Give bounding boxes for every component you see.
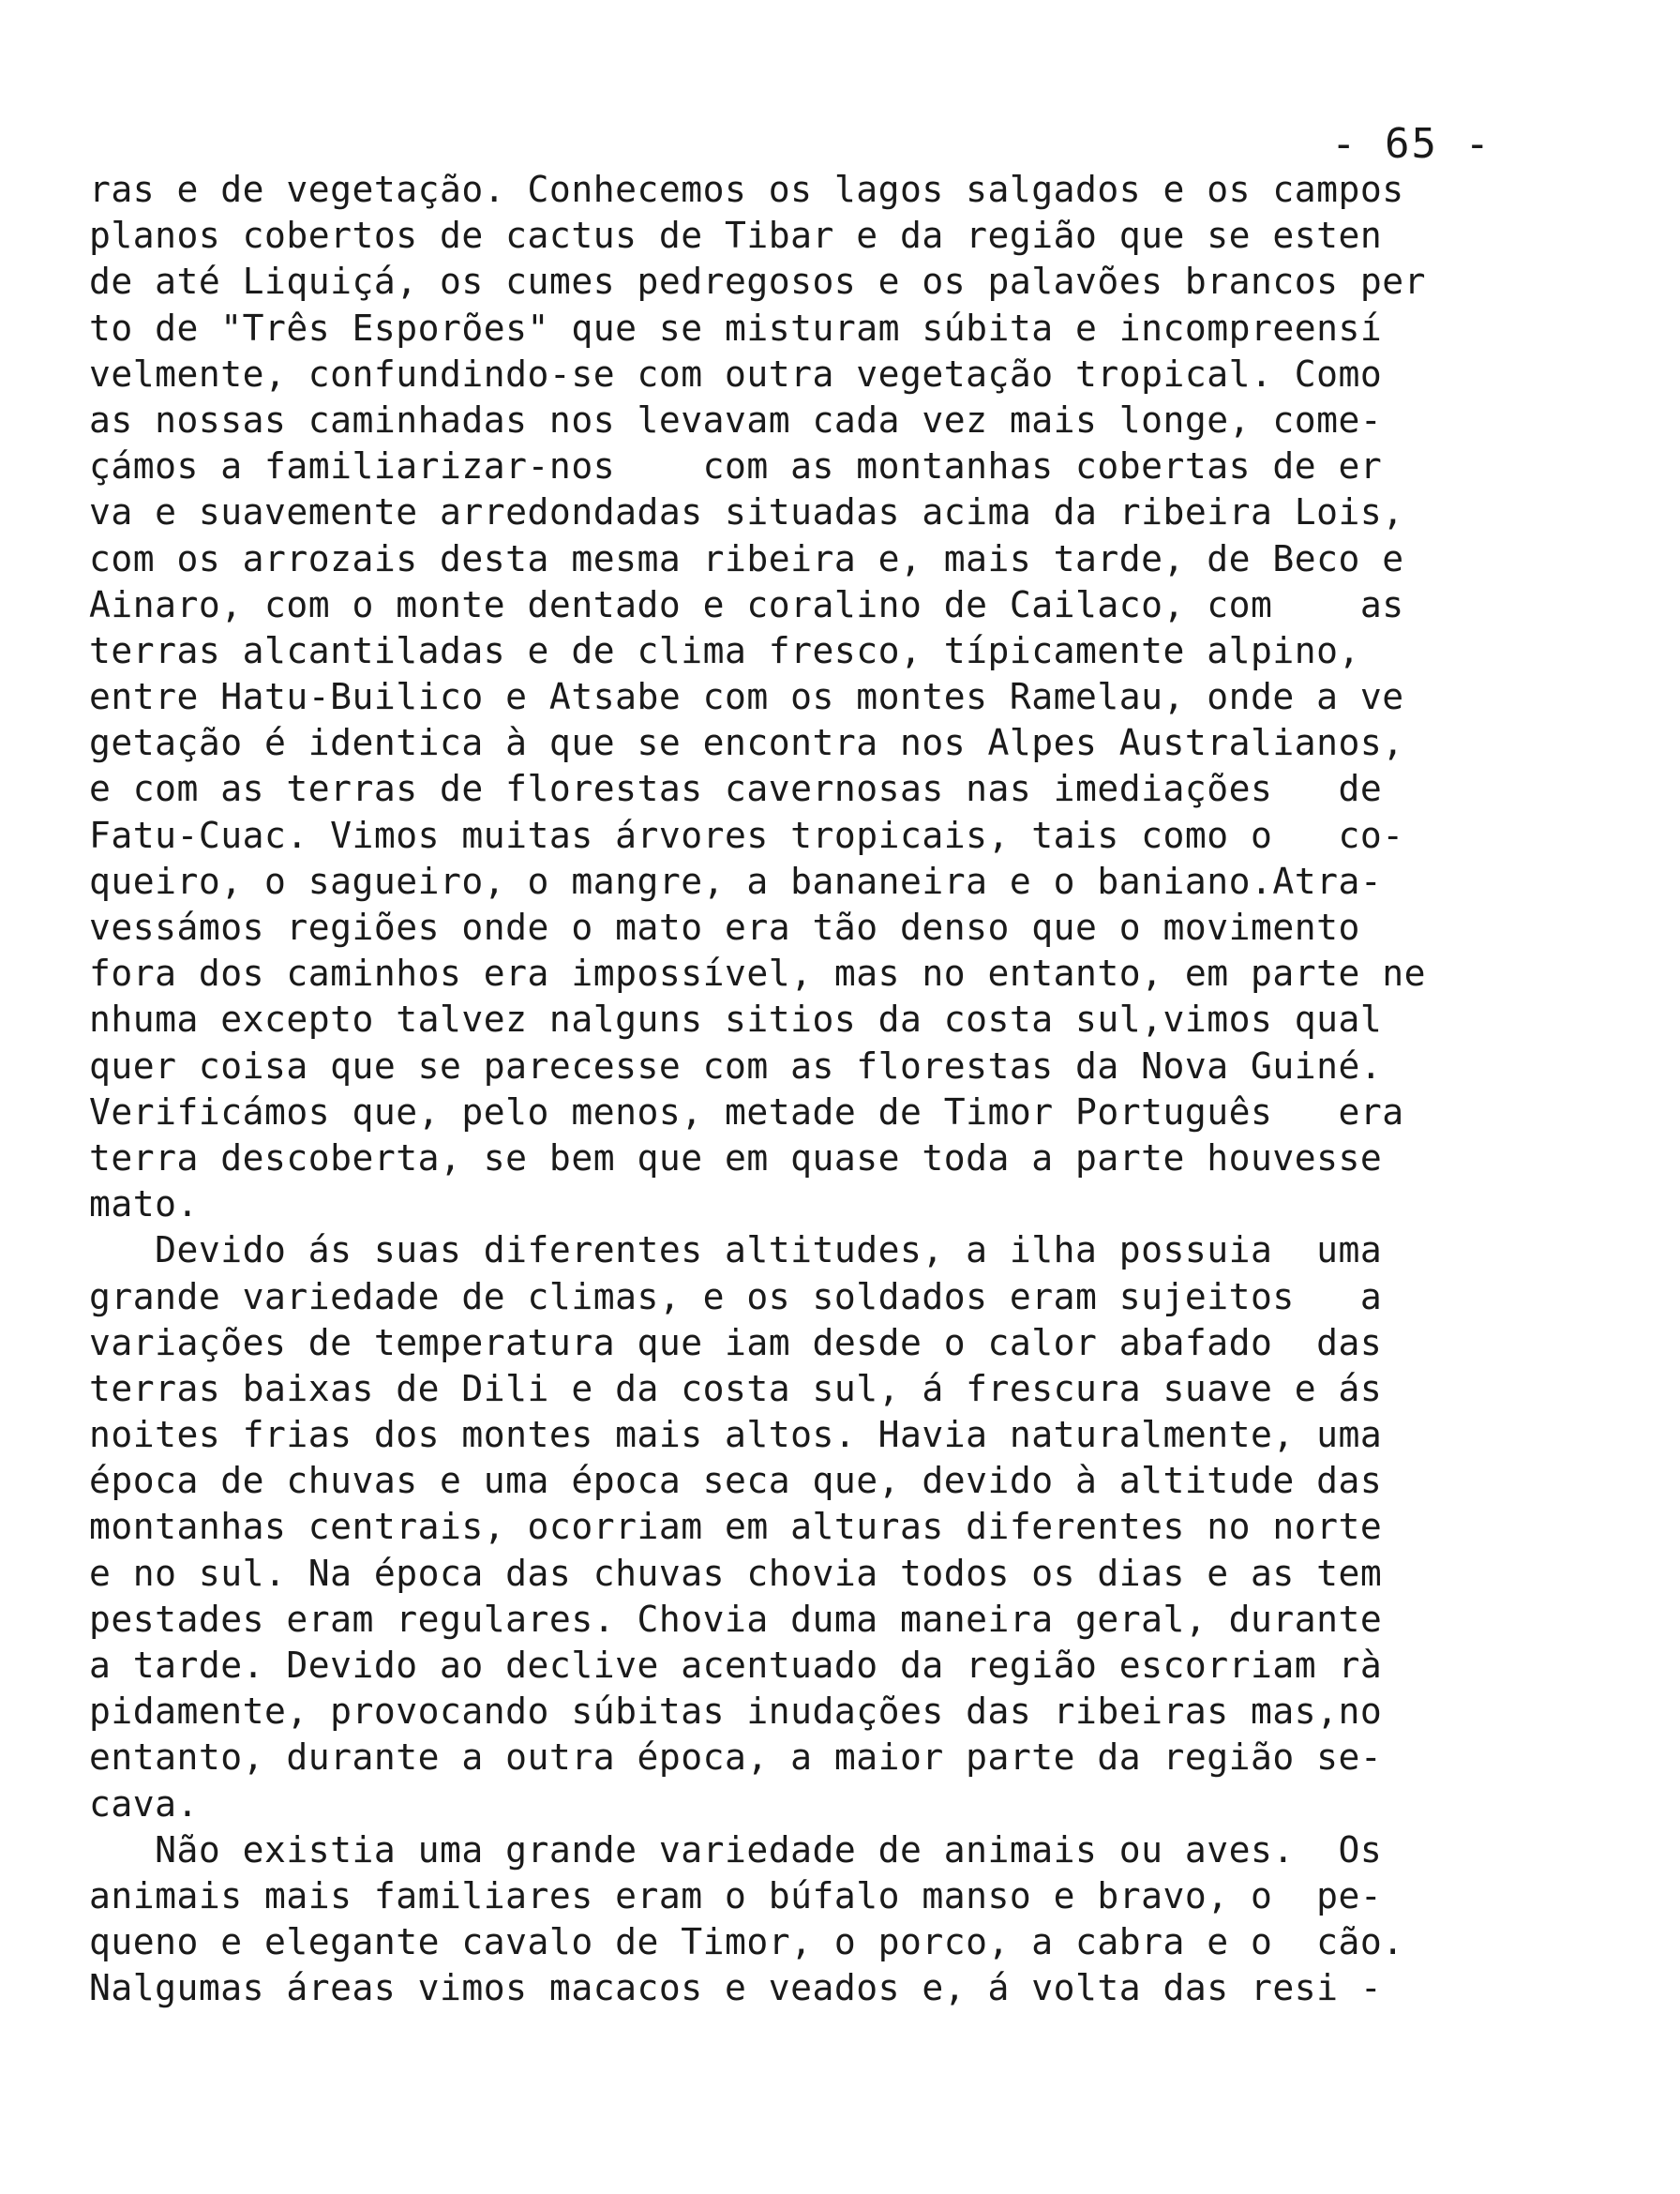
text-line: getação é identica à que se encontra nos Alpes Australianos, — [89, 722, 1404, 764]
text-line: pestades eram regulares. Chovia duma maneira geral, durante — [89, 1598, 1383, 1640]
text-line: terras baixas de Dili e da costa sul, á frescura suave e ás — [89, 1367, 1383, 1409]
text-line: animais mais familiares eram o búfalo manso e bravo, o pe- — [89, 1874, 1383, 1916]
text-line: grande variedade de climas, e os soldados eram sujeitos a — [89, 1275, 1383, 1317]
text-line: terras alcantiladas e de clima fresco, típicamente alpino, — [89, 629, 1360, 671]
text-line: noites frias dos montes mais altos. Havia naturalmente, uma — [89, 1414, 1383, 1456]
text-line: e no sul. Na época das chuvas chovia todos os dias e as tem — [89, 1552, 1383, 1594]
text-line: to de "Três Esporões" que se misturam súbita e incompreensí — [89, 307, 1383, 349]
text-line: de até Liquiçá, os cumes pedregosos e os palavões brancos per — [89, 261, 1427, 303]
text-line: Ainaro, com o monte dentado e coralino de Cailaco, com as — [89, 583, 1404, 625]
text-line: Verificámos que, pelo menos, metade de Timor Português era — [89, 1090, 1404, 1133]
text-line: Não existia uma grande variedade de animais ou aves. Os — [89, 1828, 1383, 1871]
text-line: variações de temperatura que iam desde o calor abafado das — [89, 1321, 1383, 1363]
text-line: va e suavemente arredondadas situadas acima da ribeira Lois, — [89, 491, 1404, 533]
page-number: - 65 - — [1331, 120, 1492, 168]
text-line: pidamente, provocando súbitas inudações das ribeiras mas,no — [89, 1691, 1383, 1733]
text-line: terra descoberta, se bem que em quase toda a parte houvesse — [89, 1136, 1383, 1179]
document-body — [89, 167, 1608, 2012]
text-line: fora dos caminhos era impossível, mas no entanto, em parte ne — [89, 953, 1427, 995]
text-line: Nalgumas áreas vimos macacos e veados e, á volta das resi - — [89, 1967, 1383, 2009]
text-line: planos cobertos de cactus de Tibar e da região que se esten — [89, 215, 1383, 257]
text-line: quer coisa que se parecesse com as florestas da Nova Guiné. — [89, 1044, 1383, 1087]
text-line: montanhas centrais, ocorriam em alturas diferentes no norte — [89, 1506, 1383, 1548]
text-line: as nossas caminhadas nos levavam cada vez mais longe, come- — [89, 398, 1383, 441]
text-line: a tarde. Devido ao declive acentuado da região escorriam rà — [89, 1645, 1383, 1686]
text-line: e com as terras de florestas cavernosas nas imediações de — [89, 768, 1383, 810]
text-line: vessámos regiões onde o mato era tão denso que o movimento — [89, 907, 1360, 948]
text-line: ras e de vegetação. Conhecemos os lagos salgados e os campos — [89, 169, 1404, 210]
text-line: nhuma excepto talvez nalguns sitios da costa sul,vimos qual — [89, 999, 1383, 1041]
text-line: entre Hatu-Builico e Atsabe com os montes Ramelau, onde a ve — [89, 676, 1404, 718]
text-line: com os arrozais desta mesma ribeira e, mais tarde, de Beco e — [89, 537, 1404, 579]
text-line: queno e elegante cavalo de Timor, o porco, a cabra e o cão. — [89, 1921, 1404, 1963]
text-line: queiro, o sagueiro, o mangre, a bananeira e o baniano.Atra- — [89, 860, 1383, 902]
text-line: cava. — [89, 1782, 199, 1825]
text-line: Fatu-Cuac. Vimos muitas árvores tropicais, tais como o co- — [89, 814, 1404, 856]
text-line: Devido ás suas diferentes altitudes, a ilha possuia uma — [89, 1229, 1383, 1271]
text-line: entanto, durante a outra época, a maior parte da região se- — [89, 1736, 1383, 1779]
text-line: velmente, confundindo-se com outra vegetação tropical. Como — [89, 353, 1383, 395]
text-line: çámos a familiarizar-nos com as montanhas cobertas de er — [89, 445, 1383, 488]
text-line: época de chuvas e uma época seca que, devido à altitude das — [89, 1460, 1383, 1502]
text-line: mato. — [89, 1183, 199, 1225]
